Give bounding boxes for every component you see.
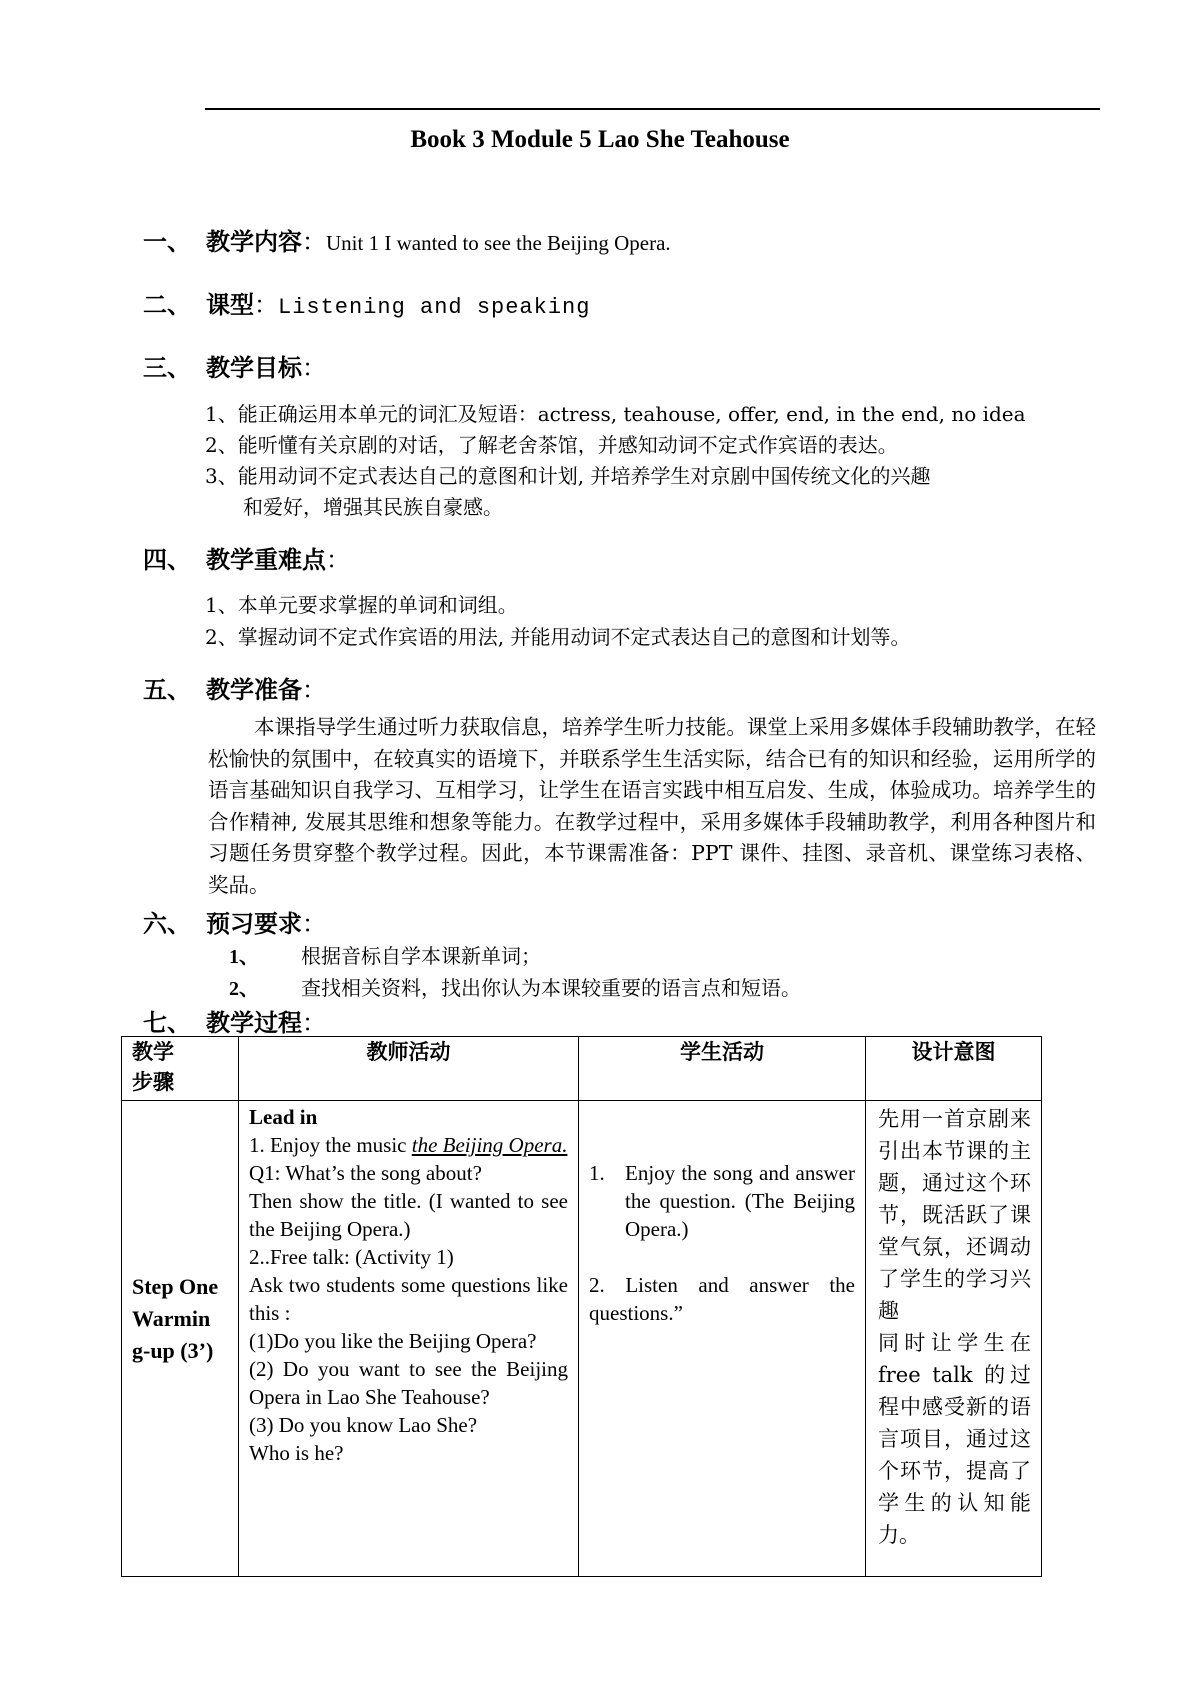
section-objectives: 三、 教学目标：	[143, 353, 326, 382]
preparation-paragraph: 本课指导学生通过听力获取信息，培养学生听力技能。课堂上采用多媒体手段辅助教学，在轻松愉快的氛围中，在较真实的语境下，并联系学生生活实际，结合已有的知识和经验，运用所学的语言基础知识自我学习、互相学习，让学生在语言实践中相互启发、生成，体验成功。培养学生的合作精神, 发展其思维和想象等能力。在教学过程中，采用多媒体手段辅助教学，利用各种图片和习题任务贯穿整个教学过程。因此，本节课需准备：PPT 课件、挂图、录音机、课堂练习表格、奖品。	[208, 715, 1096, 897]
design-intent-cell: 先用一首京剧来引出本节课的主题，通过这个环节，既活跃了课堂气氛，还调动了学生的学习兴趣 同时让学生在 free talk 的过程中感受新的语言项目，通过这个环节，提高了学生的认知能力。	[866, 1101, 1042, 1577]
section-key-points: 四、 教学重难点：	[143, 545, 350, 574]
header-teacher: 教师活动	[239, 1037, 579, 1101]
objective-item: 和爱好，增强其民族自豪感。	[243, 495, 503, 519]
teacher-activity-cell: Lead in 1. Enjoy the music the Beijing Opera. Q1: What’s the song about? Then show the title. (I wanted to see the Beijing Opera.) 2..Free talk: (Activity 1) Ask two students some questions like this : (1)Do you like the Beijing Opera? (2) Do you want to see the Beijing Opera in Lao She Teahouse? (3) Do you know Lao She? Who is he?	[239, 1101, 579, 1577]
header-design: 设计意图	[866, 1037, 1042, 1101]
objective-item: 3、能用动词不定式表达自己的意图和计划, 并培养学生对京剧中国传统文化的兴趣	[205, 464, 931, 488]
section-preview: 六、 预习要求：	[143, 909, 326, 938]
student-activity-cell: 1. Enjoy the song and answer the question. (The Beijing Opera.) 2. Listen and answer the questions.”	[579, 1101, 866, 1577]
objective-item: 2、能听懂有关京剧的对话，了解老舍茶馆，并感知动词不定式作宾语的表达。	[205, 433, 898, 457]
header-rule	[205, 108, 1100, 110]
preview-item: 1、 根据音标自学本课新单词；	[229, 944, 541, 968]
preview-item: 2、 查找相关资料，找出你认为本课较重要的语言点和短语。	[229, 976, 801, 1000]
table-header-row	[122, 1037, 1042, 1101]
section-preparation: 五、 教学准备：	[143, 675, 326, 704]
section-process: 七、 教学过程：	[143, 1008, 326, 1037]
key-point-item: 1、本单元要求掌握的单词和词组。	[205, 593, 518, 617]
key-point-item: 2、掌握动词不定式作宾语的用法, 并能用动词不定式表达自己的意图和计划等。	[205, 625, 911, 649]
section-content: 一、 教学内容：Unit 1 I wanted to see the Beijing Opera.	[143, 227, 671, 256]
header-student: 学生活动	[579, 1037, 866, 1101]
header-step: 教学步骤	[122, 1037, 239, 1101]
document-title: Book 3 Module 5 Lao She Teahouse	[410, 126, 790, 153]
process-table	[121, 1036, 1042, 1577]
section-lesson-type: 二、 课型：Listening and speaking	[143, 290, 591, 320]
table-row	[122, 1101, 1042, 1577]
step-cell: Step One Warmin g-up (3’)	[122, 1101, 239, 1577]
objective-item: 1、能正确运用本单元的词汇及短语：actress, teahouse, offer, end, in the end, no idea	[205, 402, 1026, 426]
